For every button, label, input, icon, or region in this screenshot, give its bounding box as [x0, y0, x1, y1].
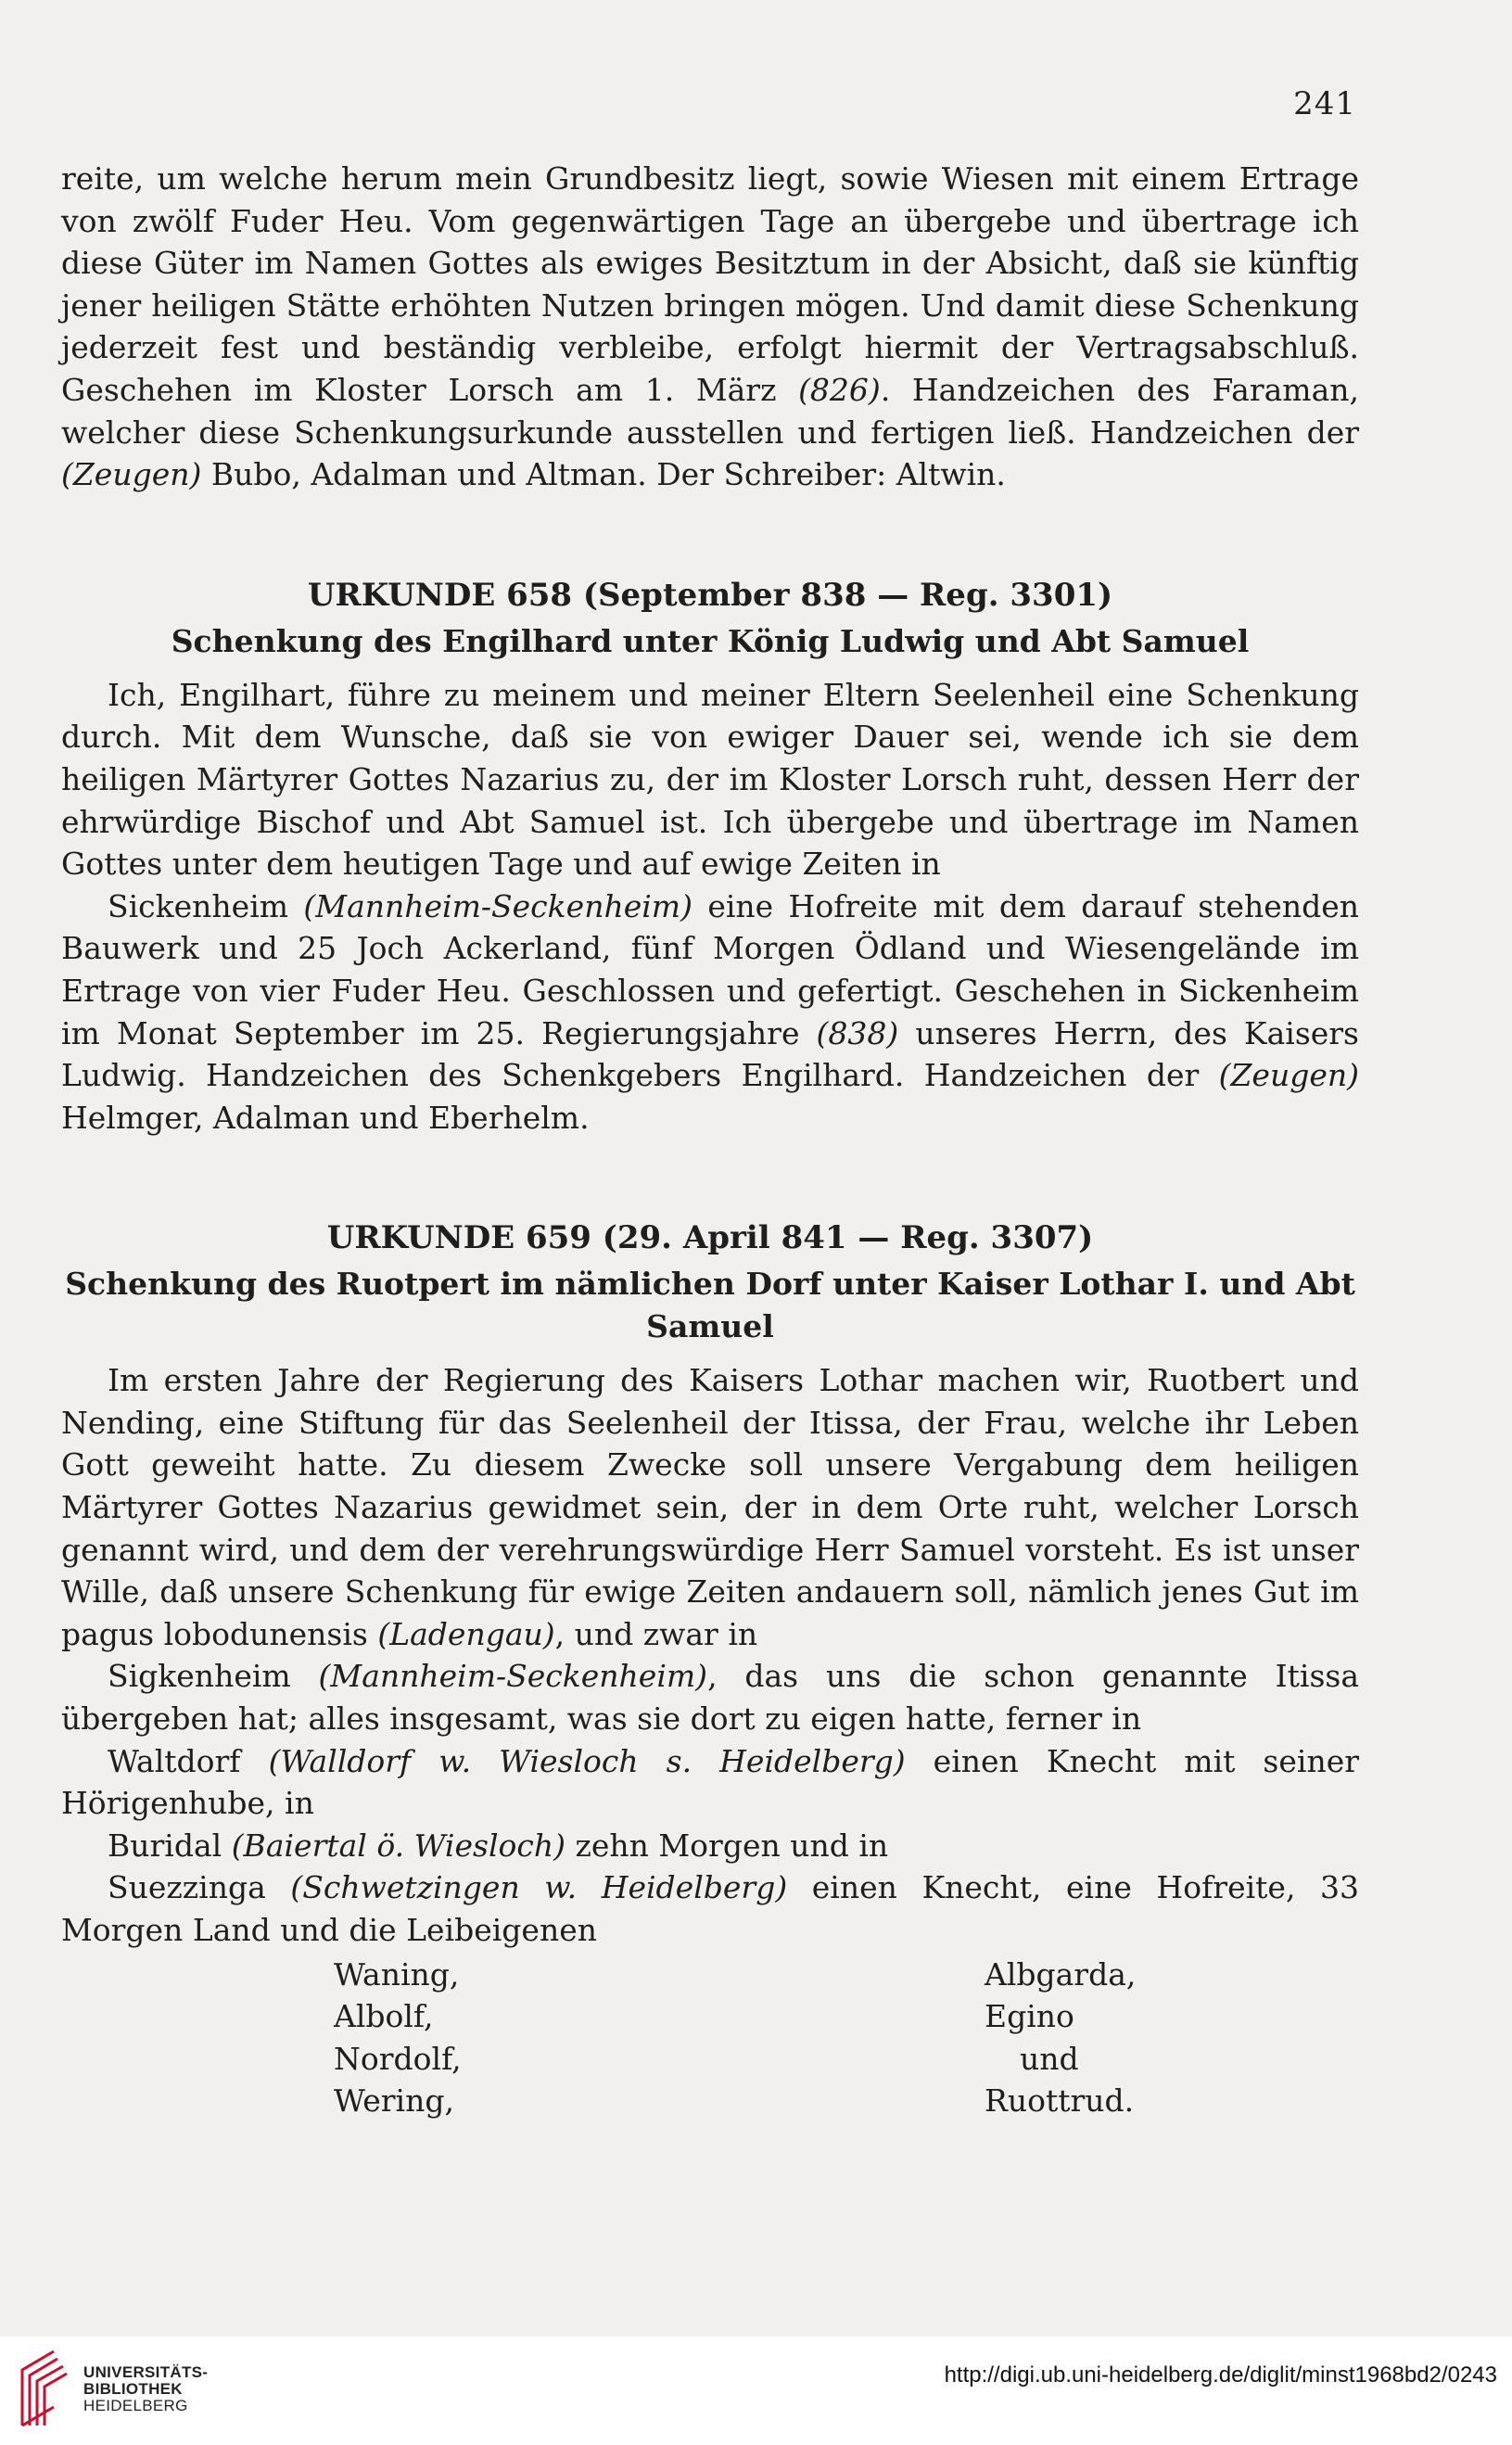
text: Sigkenheim: [108, 1658, 319, 1695]
place-annotation: (Mannheim-Seckenheim): [318, 1658, 708, 1695]
serf-name: Waning,: [334, 1955, 460, 1993]
permalink-url[interactable]: http://digi.ub.uni-heidelberg.de/diglit/minst1968bd2/0243: [944, 2362, 1497, 2388]
footer-bar: [0, 2337, 1512, 2445]
text: , und zwar in: [554, 1615, 758, 1652]
urkunde-658-paragraph-2: [61, 885, 1359, 1140]
urkunde-659-subheading: Schenkung des Ruotpert im nämlichen Dorf unter Kaiser Lothar I. und Abt Samuel: [65, 1266, 1355, 1345]
intro-text-cont: . Handzeichen des Faraman, welcher diese Schenkungsurkunde ausstellen und fertigen ließ. Handzeichen der: [61, 371, 1360, 451]
text: , das uns die schon genannte Itissa übergeben hat; alles insgesamt, was sie dort zu eigen hatte, ferner in: [61, 1658, 1359, 1738]
text: einen Knecht mit seiner Hörigenhube, in: [61, 1742, 1360, 1822]
urkunde-659-heading: URKUNDE 659 (29. April 841 — Reg. 3307): [326, 1219, 1094, 1257]
intro-zeugen: (Zeugen): [61, 456, 202, 493]
text: Im ersten Jahre der Regierung des Kaisers Lothar machen wir, Ruotbert und Nending, eine Stiftung für das Seelenheil der Itissa, der Frau, welche ihr Leben Gott geweiht hatte. Zu diesem Zwecke soll unsere Vergabung dem heiligen Märtyrer Gottes Nazarius gewidmet sein, der in dem Orte ruht, welcher Lorsch genannt wird, und dem der verehrungswürdige Herr Samuel vorsteht. Es ist unser Wille, daß unsere Schenkung für ewige Zeiten andauern soll, nämlich jenes Gut im pagus lobodunensis: [61, 1362, 1359, 1652]
urkunde-659-paragraph-4: [61, 1825, 1359, 1867]
serf-name: Ruottrud.: [985, 2082, 1135, 2120]
urkunde-658-subheading: Schenkung des Engilhard unter König Ludwig und Abt Samuel: [171, 622, 1250, 659]
names-left-column: [334, 1954, 462, 2122]
text: Sickenheim: [108, 887, 304, 924]
names-right-column: [985, 1954, 1136, 2122]
urkunde-659-paragraph-3: [61, 1740, 1359, 1825]
library-name: [83, 2364, 208, 2414]
intro-text: reite, um welche herum mein Grundbesitz liegt, sowie Wiesen mit einem Ertrage von zwölf Fuder Heu. Vom gegenwärtigen Tage an übergebe und übertrage ich diese Güter im Namen Gottes als ewiges Besitztum in der Absicht, daß sie künftig jener heiligen Stätte erhöhten Nutzen bringen mögen. Und damit diese Schenkung jederzeit fest und beständig verbleibe, erfolgt hiermit der Vertragsabschluß. Geschehen im Kloster Lorsch am 1. März: [61, 160, 1359, 408]
intro-text-end: Bubo, Adalman und Altman. Der Schreiber: Altwin.: [201, 456, 1006, 493]
urkunde-659-paragraph-2: [61, 1655, 1359, 1739]
conjunction: und: [1020, 2040, 1079, 2077]
date-annotation: (838): [816, 1014, 899, 1051]
intro-date: (826): [798, 371, 881, 408]
library-logo-icon[interactable]: [17, 2346, 69, 2431]
library-line-1: UNIVERSITÄTS-: [83, 2363, 209, 2381]
place-annotation: (Baiertal ö. Wiesloch): [231, 1827, 565, 1864]
urkunde-659-paragraph-5: [61, 1866, 1359, 1951]
text: unseres Herrn, des Kaisers Ludwig. Handzeichen des Schenkgebers Engilhard. Handzeichen der: [61, 1014, 1359, 1094]
urkunde-658-paragraph-1: Ich, Engilhart, führe zu meinem und meiner Eltern Seelenheil eine Schenkung durch. Mit dem Wunsche, daß sie von ewiger Dauer sei, wende ich sie dem heiligen Märtyrer Gottes Nazarius zu, der im Kloster Lorsch ruht, dessen Herr der ehrwürdige Bischof und Abt Samuel ist. Ich übergebe und übertrage im Namen Gottes unter dem heutigen Tage und auf ewige Zeiten in: [61, 676, 1359, 883]
place-annotation: (Mannheim-Seckenheim): [303, 887, 692, 924]
text: zehn Morgen und in: [565, 1827, 889, 1864]
serf-name: Albolf,: [334, 1998, 434, 2035]
zeugen-annotation: (Zeugen): [1218, 1057, 1359, 1094]
library-line-3: HEIDELBERG: [83, 2397, 188, 2414]
text: Suezzinga: [108, 1869, 291, 1906]
text: eine Hofreite mit dem darauf stehenden Bauwerk und 25 Joch Ackerland, fünf Morgen Ödland und Wiesengelände im Ertrage von vier Fuder Heu. Geschlossen und gefertigt. Geschehen in Sickenheim im Monat September im 25. Regierungsjahre: [61, 887, 1359, 1051]
text: einen Knecht, eine Hofreite, 33 Morgen Land und die Leibeigenen: [61, 1869, 1359, 1948]
place-annotation: (Schwetzingen w. Heidelberg): [290, 1869, 788, 1906]
place-annotation: (Ladengau): [377, 1615, 555, 1652]
serf-name: Nordolf,: [334, 2040, 462, 2077]
text: Helmger, Adalman und Eberhelm.: [61, 1099, 590, 1136]
text: Buridal: [108, 1827, 232, 1864]
serf-name: Wering,: [334, 2082, 454, 2120]
text-block: [61, 158, 1359, 2122]
serf-name: Egino: [985, 1998, 1074, 2035]
serf-name: Albgarda,: [985, 1955, 1137, 1993]
text: Waltdorf: [108, 1742, 269, 1779]
serf-names-list: [61, 1954, 1359, 2122]
place-annotation: (Walldorf w. Wiesloch s. Heidelberg): [268, 1742, 906, 1779]
urkunde-659-paragraph-1: [61, 1359, 1359, 1655]
page-number: 241: [1293, 85, 1356, 122]
intro-paragraph: [61, 158, 1359, 496]
library-line-2: BIBLIOTHEK: [83, 2380, 183, 2398]
urkunde-658-heading: URKUNDE 658 (September 838 — Reg. 3301): [307, 576, 1113, 614]
